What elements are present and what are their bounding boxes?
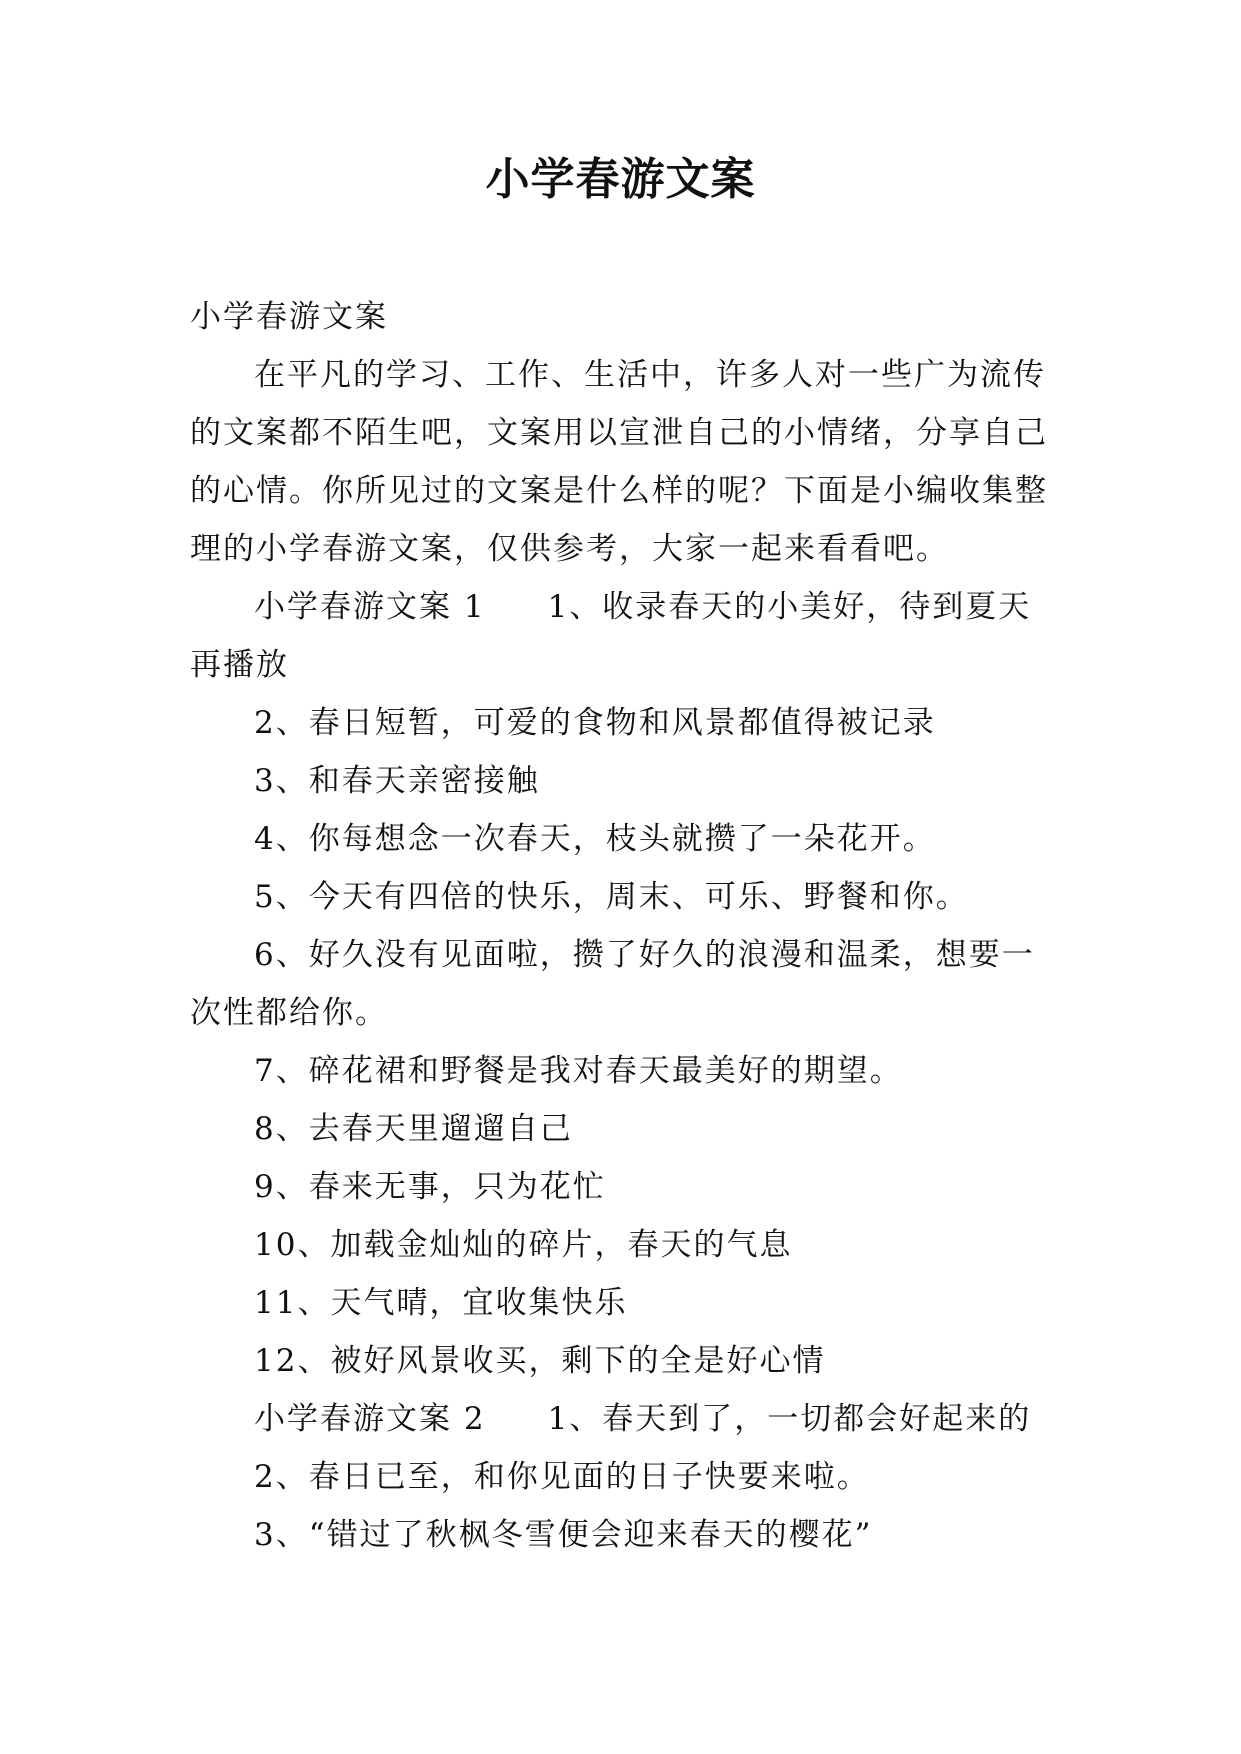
section-1-item-7: 7、碎花裙和野餐是我对春天最美好的期望。 — [254, 1053, 903, 1089]
document-body — [190, 288, 1050, 1564]
section-1-item-5: 5、今天有四倍的快乐，周末、可乐、野餐和你。 — [254, 879, 969, 915]
section-2-item-2: 2、春日已至，和你见面的日子快要来啦。 — [254, 1459, 870, 1495]
section-1-item-8: 8、去春天里遛遛自己 — [254, 1111, 573, 1147]
document-title: 小学春游文案 — [485, 154, 756, 205]
section-2-item-1: 1、春天到了，一切都会好起来的 — [547, 1401, 1032, 1437]
section-1-item-12: 12、被好风景收买，剩下的全是好心情 — [254, 1343, 826, 1379]
subtitle: 小学春游文案 — [190, 299, 388, 335]
section-2-heading-line — [190, 1390, 1050, 1448]
section-1-item-9: 9、春来无事，只为花忙 — [254, 1169, 606, 1205]
section-1-item-3: 3、和春天亲密接触 — [254, 763, 540, 799]
section-1-item-1: 1、收录春天的小美好，待到夏天再播放 — [190, 589, 1032, 683]
section-1-heading-line — [190, 578, 1050, 694]
section-1-heading: 小学春游文案 1 — [254, 589, 486, 625]
section-2-heading: 小学春游文案 2 — [254, 1401, 486, 1437]
intro-paragraph: 在平凡的学习、工作、生活中，许多人对一些广为流传的文案都不陌生吧，文案用以宣泄自己的小情绪，分享自己的心情。你所见过的文案是什么样的呢？下面是小编收集整理的小学春游文案，仅供参考，大家一起来看看吧。 — [190, 357, 1048, 567]
section-2-item-3: 3、“错过了秋枫冬雪便会迎来春天的樱花” — [254, 1517, 873, 1553]
section-1-item-6: 6、好久没有见面啦，攒了好久的浪漫和温柔，想要一次性都给你。 — [190, 937, 1035, 1031]
section-1-item-2: 2、春日短暂，可爱的食物和风景都值得被记录 — [254, 705, 936, 741]
section-1-item-11: 11、天气晴，宜收集快乐 — [254, 1285, 628, 1321]
section-1-item-10: 10、加载金灿灿的碎片，春天的气息 — [254, 1227, 793, 1263]
section-1-item-4: 4、你每想念一次春天，枝头就攒了一朵花开。 — [254, 821, 936, 857]
